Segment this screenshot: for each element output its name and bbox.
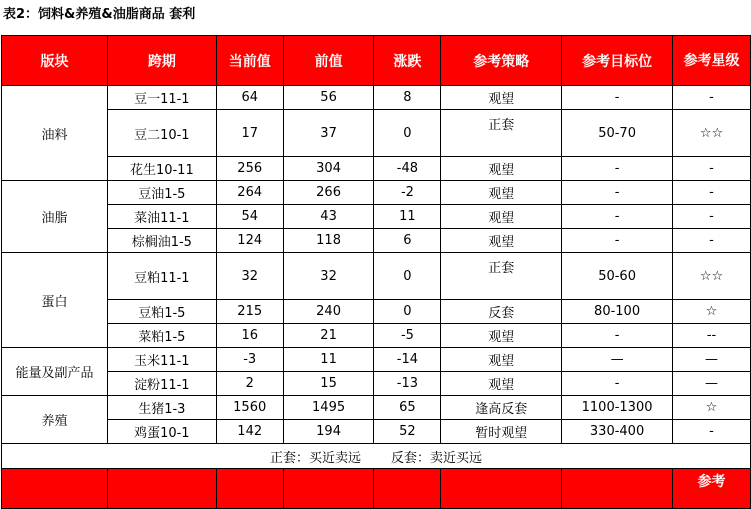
table-row	[2, 181, 751, 205]
strategy-cell: 正套	[441, 110, 562, 157]
change-cell: -2	[374, 181, 441, 205]
change-cell: 52	[374, 420, 441, 444]
spread-cell: 花生10-11	[107, 157, 216, 181]
current-cell: 264	[216, 181, 283, 205]
sector-cell: 能量及副产品	[2, 348, 108, 396]
table-row	[2, 157, 751, 181]
target-cell: -	[562, 372, 673, 396]
header-previous: 前值	[283, 36, 374, 86]
change-cell: 11	[374, 205, 441, 229]
table-row	[2, 110, 751, 157]
table-caption: 表2：饲料&养殖&油脂商品 套利	[3, 7, 196, 22]
previous-cell: 43	[283, 205, 374, 229]
spread-cell: 菜粕1-5	[107, 324, 216, 348]
rating-cell: --	[673, 324, 751, 348]
target-cell: 50-60	[562, 253, 673, 300]
current-cell: 256	[216, 157, 283, 181]
table-row	[2, 372, 751, 396]
spread-cell: 豆二10-1	[107, 110, 216, 157]
strategy-cell: 观望	[441, 372, 562, 396]
change-cell: -48	[374, 157, 441, 181]
previous-cell: 21	[283, 324, 374, 348]
current-cell: 2	[216, 372, 283, 396]
header-row	[2, 36, 751, 86]
target-cell: -	[562, 86, 673, 110]
spread-cell: 棕榈油1-5	[107, 229, 216, 253]
target-cell: -	[562, 181, 673, 205]
note-forward: 正套：买近卖远	[269, 450, 361, 466]
current-cell: -3	[216, 348, 283, 372]
strategy-cell: 观望	[441, 205, 562, 229]
sector-cell: 蛋白	[2, 253, 108, 348]
change-cell: -5	[374, 324, 441, 348]
rating-cell: ☆☆	[673, 253, 751, 300]
previous-cell: 194	[283, 420, 374, 444]
note-row	[2, 444, 751, 469]
previous-cell: 15	[283, 372, 374, 396]
rating-cell: —	[673, 372, 751, 396]
rating-cell: -	[673, 181, 751, 205]
change-cell: 8	[374, 86, 441, 110]
previous-cell: 11	[283, 348, 374, 372]
rating-cell: -	[673, 157, 751, 181]
current-cell: 142	[216, 420, 283, 444]
strategy-cell: 观望	[441, 348, 562, 372]
spread-cell: 淀粉11-1	[107, 372, 216, 396]
change-cell: -14	[374, 348, 441, 372]
current-cell: 32	[216, 253, 283, 300]
target-cell: -	[562, 157, 673, 181]
target-cell: 330-400	[562, 420, 673, 444]
strategy-cell: 观望	[441, 229, 562, 253]
spread-cell: 鸡蛋10-1	[107, 420, 216, 444]
previous-cell: 304	[283, 157, 374, 181]
header-strategy: 参考策略	[441, 36, 562, 86]
rating-cell: -	[673, 229, 751, 253]
current-cell: 124	[216, 229, 283, 253]
rating-cell: ☆	[673, 396, 751, 420]
table-row	[2, 229, 751, 253]
change-cell: 0	[374, 110, 441, 157]
current-cell: 1560	[216, 396, 283, 420]
target-cell: -	[562, 324, 673, 348]
header-spread: 跨期	[107, 36, 216, 86]
table-row	[2, 300, 751, 324]
previous-cell: 1495	[283, 396, 374, 420]
previous-cell: 56	[283, 86, 374, 110]
spread-cell: 豆一11-1	[107, 86, 216, 110]
strategy-cell: 逢高反套	[441, 396, 562, 420]
current-cell: 17	[216, 110, 283, 157]
header-change: 涨跌	[374, 36, 441, 86]
spread-cell: 菜油11-1	[107, 205, 216, 229]
change-cell: 6	[374, 229, 441, 253]
sector-cell: 油料	[2, 86, 108, 181]
header-rating: 参考星级	[673, 36, 751, 86]
target-cell: -	[562, 205, 673, 229]
spread-cell: 玉米11-1	[107, 348, 216, 372]
strategy-cell: 观望	[441, 181, 562, 205]
strategy-cell: 观望	[441, 324, 562, 348]
strategy-cell: 观望	[441, 157, 562, 181]
note-cell	[2, 444, 751, 469]
arbitrage-table	[1, 35, 751, 509]
target-cell: —	[562, 348, 673, 372]
current-cell: 64	[216, 86, 283, 110]
target-cell: 80-100	[562, 300, 673, 324]
previous-cell: 240	[283, 300, 374, 324]
strategy-cell: 观望	[441, 86, 562, 110]
previous-cell: 118	[283, 229, 374, 253]
sector-cell: 油脂	[2, 181, 108, 253]
header-current: 当前值	[216, 36, 283, 86]
change-cell: 0	[374, 300, 441, 324]
change-cell: -13	[374, 372, 441, 396]
rating-cell: ☆	[673, 300, 751, 324]
header-sector: 版块	[2, 36, 108, 86]
spread-cell: 生猪1-3	[107, 396, 216, 420]
current-cell: 215	[216, 300, 283, 324]
header-target: 参考目标位	[562, 36, 673, 86]
current-cell: 54	[216, 205, 283, 229]
target-cell: -	[562, 229, 673, 253]
strategy-cell: 正套	[441, 253, 562, 300]
rating-cell: -	[673, 420, 751, 444]
strategy-cell: 反套	[441, 300, 562, 324]
change-cell: 65	[374, 396, 441, 420]
table-row	[2, 205, 751, 229]
strategy-cell: 暂时观望	[441, 420, 562, 444]
rating-cell: -	[673, 205, 751, 229]
previous-cell: 266	[283, 181, 374, 205]
table-row	[2, 253, 751, 300]
previous-cell: 37	[283, 110, 374, 157]
previous-cell: 32	[283, 253, 374, 300]
rating-cell: -	[673, 86, 751, 110]
table-row	[2, 324, 751, 348]
sector-cell: 养殖	[2, 396, 108, 444]
spread-cell: 豆油1-5	[107, 181, 216, 205]
table-row	[2, 420, 751, 444]
rating-cell: ☆☆	[673, 110, 751, 157]
spread-cell: 豆粕1-5	[107, 300, 216, 324]
current-cell: 16	[216, 324, 283, 348]
target-cell: 1100-1300	[562, 396, 673, 420]
table-row	[2, 348, 751, 372]
change-cell: 0	[374, 253, 441, 300]
note-reverse: 反套：卖近买远	[391, 450, 483, 466]
target-cell: 50-70	[562, 110, 673, 157]
rating-cell: —	[673, 348, 751, 372]
table-row	[2, 396, 751, 420]
next-header-rating: 参考	[673, 469, 751, 509]
spread-cell: 豆粕11-1	[107, 253, 216, 300]
table-row	[2, 86, 751, 110]
